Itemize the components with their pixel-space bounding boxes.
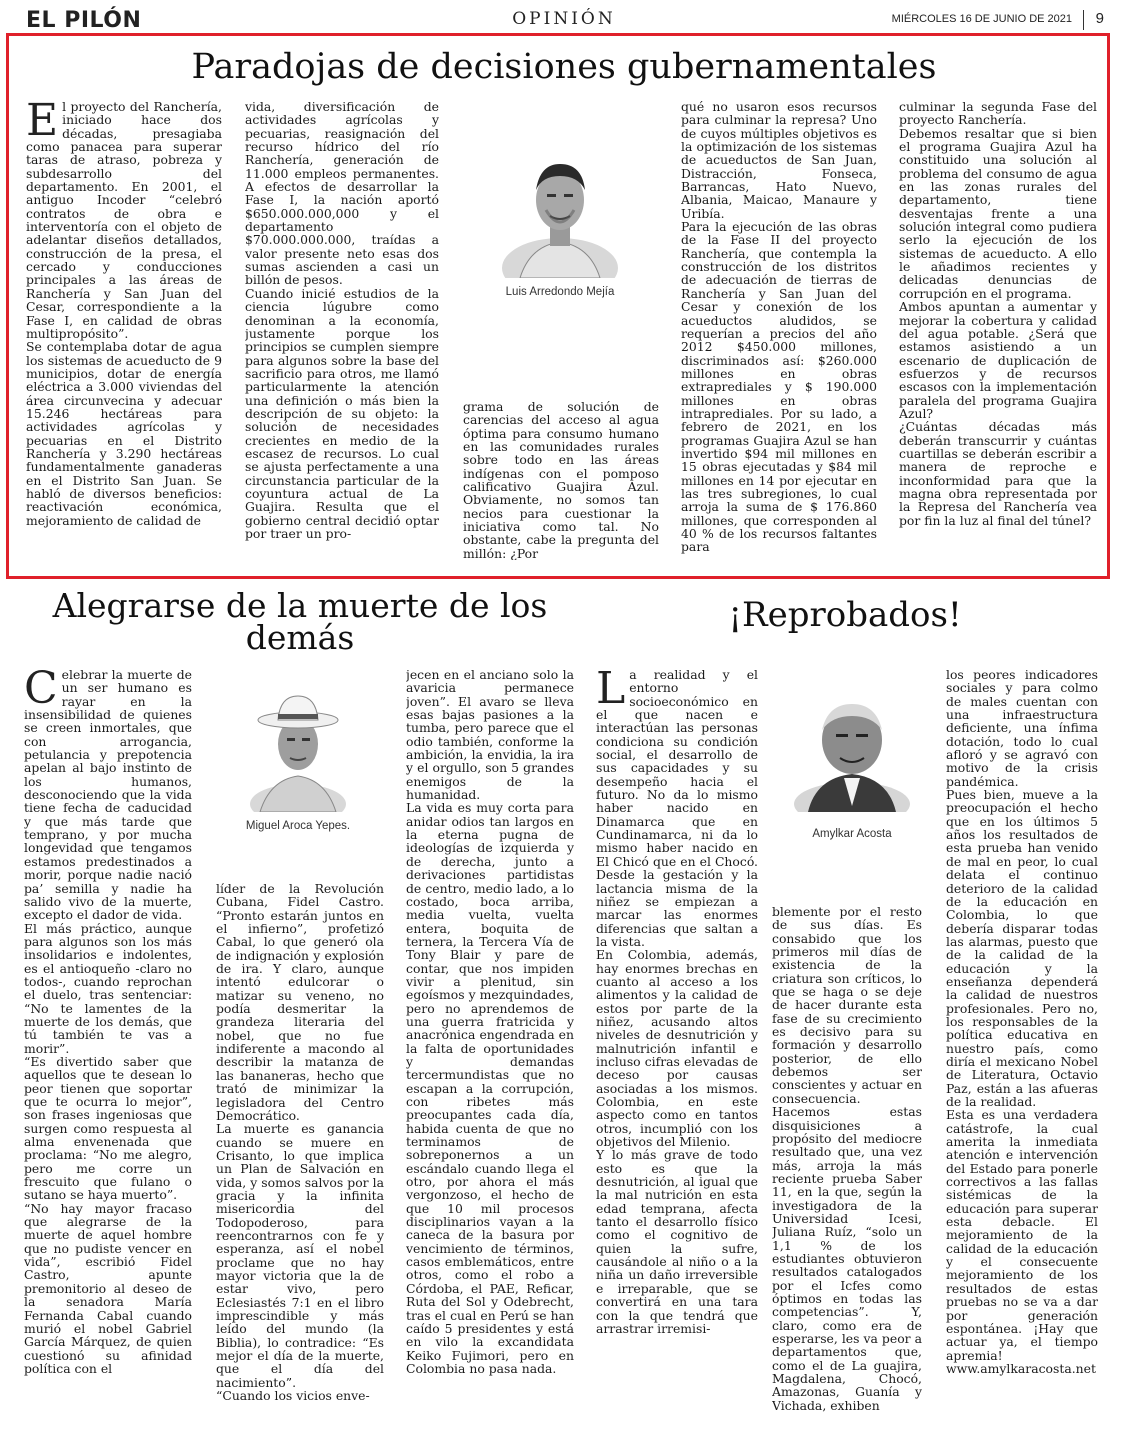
article2-col2: líder de la Revolución Cubana, Fidel Castro. “Pronto estarán juntos en el infierno”, profetizó Cabal, lo que generó ola de indignación y explosión de ira. Y claro, aunque intentó edulcorar o matizar su veneno, no podía desmeritar la grandeza literaria del nobel, que no fue indiferente a macondo al describir la matanza de las bananeras, hecho que trató de minimizar la legisladora del Centro Democrático. La muerte es ganancia cuando se muere en Crisanto, lo que implica un Plan de Salvación en vida, y somos salvos por la gracia y la infinita misericordia del Todopoderoso, para reencontrarnos con fe y esperanza, así el nobel proclame que no hay mayor victoria que la de estar vivo, pero Eclesiastés 7:1 en el libro imprescindible y más leído del mundo (la Biblia), lo contradice: “Es mejor el día de la muerte, que el día del nacimiento”. “Cuando los vicios enve- — [216, 882, 384, 1404]
article1-col1-text: l proyecto del Ranchería, iniciado hace dos décadas, presagiaba como panacea para superar taras de atraso, pobreza y subdesarrollo del departamento. En 2001, el antiguo Incoder “celebró contratos de obra e interventoría con el objeto de adelantar diseños detallados, construcción de la presa, el cercado y conducciones principales a las áreas de Ranchería y San Juan del Cesar, correspondiente a la Fase I, en calidad de obras multipropósito”. Se contemplaba dotar de agua los sistemas de acueducto de 9 municipios, dotar de energía eléctrica a 3.000 viviendas del área circunvecina y adecuar 15.246 hectáreas para actividades agrícolas y pecuarias en el Distrito Ranchería y 3.290 hectáreas fundamentalmente ganaderas en el Distrito San Juan. Se habló de diversos beneficios: reactivación económica, mejoramiento de calidad de — [26, 100, 222, 528]
article1-col5: culminar la segunda Fase del proyecto Ranchería. Debemos resaltar que si bien el programa Guajira Azul ha constituido una solución al problema del consumo de agua en las zonas rurales del departamento, tiene desventajas frente a una solución integral como pudiera serlo la ejecución de los sistemas de acueducto. A ello le añadimos recientes y delicadas denuncias de corrupción en el programa. Ambos apuntan a aumentar y mejorar la cobertura y calidad del agua potable. ¿Será que estamos asistiendo a un escenario de duplicación de esfuerzos y de recursos escasos con la implementación paralela del programa Guajira Azul? ¿Cuántas décadas más deberán transcurrir y cuántas cuartillas se deberán escribir a manera de reproche e inconformidad para que la magna obra representada por la Represa del Ranchería vea por fin la luz al final del túnel? — [899, 100, 1097, 528]
article1-col2: vida, diversificación de actividades agrícolas y pecuarias, reasignación del recurso hídrico del río Ranchería, generación de 11.000 empleos permanentes. A efectos de desarrollar la Fase I, la nación aportó $650.000.000,000 y el departamento $70.000.000.000, traídas a valor presente neto esas dos sumas ascienden a casi un billón de pesos. Cuando inicié estudios de la ciencia lúgubre como denominan a la economía, justamente porque los principios se cumplen siempre para algunos sobre la base del sacrificio para otros, me llamó particularmente la atención una definición o más bien la descripción de su objeto: la solución de necesidades crecientes en medio de la escasez de recursos. Lo cual se ajusta perfectamente a una circunstancia particular de la coyuntura actual de La Guajira. Resulta que el gobierno central decidió optar por traer un pro- — [245, 100, 439, 541]
author-photo-acosta — [792, 682, 912, 812]
masthead-logo: EL PILÓN — [26, 8, 142, 33]
article2-col1-text: elebrar la muerte de un ser humano es rayar en la insensibilidad de quienes se creen inmortales, que con arrogancia, petulancia y prepotencia apelan al bajo instinto de los humanos, desconociendo que la vida tiene fecha de caducidad y que más tarde que temprano, y por mucha longevidad que tengamos estamos predestinados a morir, porque nadie nació pa’ semilla y nadie ha salido vivo de la muerte, excepto el dador de vida. El más práctico, aunque para algunos son los más insolidarios e indolentes, es el antioqueño -claro no todos-, cuando reprochan el duelo, tras sentenciar: “No te lamentes de la muerte de los demás, que tú también te vas a morir”. “Es divertido saber que aquellos que te desean lo peor tienen que soportar que te ocurra lo mejor”, son frases ingeniosas que surgen como respuesta al alma envenenada que proclama: “No me alegro, pero me corre un frescuito que fulano o sutano se haya muerto”. “No hay mayor fracaso que alegrarse de la muerte de aquel hombre que no pudiste vencer en vida”, escribió Fidel Castro, apunte premonitorio al deseo de la senadora María Fernanda Cabal cuando murió el nobel Gabriel García Márquez, de quien cuestionó su afinidad política con el — [24, 668, 192, 1376]
author-caption-acosta: Amylkar Acosta — [812, 828, 892, 840]
article1-col3: grama de solución de carencias del acceso al agua óptima para consumo humano en las comunidades rurales sobre todo en las áreas indígenas con el pomposo calificativo Guajira Azul. Obviamente, no somos tan necios para cuestionar la iniciativa como tal. No obstante, cabe la pregunta del millón: ¿Por — [463, 400, 659, 560]
author-photo-aroca — [248, 682, 348, 812]
article2-title-line2: demás — [245, 618, 355, 657]
author-caption-aroca: Miguel Aroca Yepes. — [245, 820, 351, 832]
article3-title: ¡Reprobados! — [728, 595, 962, 635]
article1-title: Paradojas de decisiones gubernamentales — [191, 47, 937, 87]
page-number: 9 — [1095, 10, 1104, 27]
article3-col1 — [596, 668, 758, 1428]
article3-col2: blemente por el resto de sus días. Es consabido que los primeros mil días de existencia de la criatura son críticos, lo que se haga o se deje de hacer durante esta fase de su crecimiento es decisivo para su formación y desarrollo posterior, de ello debemos ser conscientes y actuar en consecuencia. Hacemos estas disquisiciones a propósito del mediocre resultado que, una vez más, arroja la más reciente prueba Saber 11, en la que, según la investigadora de la Universidad Icesi, Juliana Ruíz, “solo un 1,1 % de los estudiantes obtuvieron resultados catalogados por el Icfes como óptimos en todas las competencias”. Y, claro, como era de esperarse, les va peor a departamentos que, como el de La guajira, Magdalena, Chocó, Amazonas, Guanía y Vichada, exhiben — [772, 905, 922, 1413]
author-photo-arredondo — [500, 138, 620, 278]
article2-title-line1: Alegrarse de la muerte de los — [52, 586, 548, 625]
article2-dropcap: C — [24, 668, 58, 714]
article1-col4: qué no usaron esos recursos para culminar la represa? Uno de cuyos múltiples objetivos es la optimización de los sistemas de acueductos de San Juan, Distracción, Fonseca, Barrancas, Hato Nuevo, Albania, Maicao, Manaure y Uribía. Para la ejecución de las obras de la Fase II del proyecto Ranchería, que contempla la construcción de los distritos de adecuación de tierras de Ranchería y San Juan del Cesar y conexión de los acueductos aludidos, se requerían a precios del año 2012 $450.000 millones, discriminados así: $260.000 millones en obras extraprediales y $ 190.000 millones en obras intraprediales. Por su lado, a febrero de 2021, en los programas Guajira Azul se han invertido $94 mil millones en 15 obras ejecutadas y $84 mil millones en 14 por ejecutar en las tres subregiones, lo cual arroja la suma de $ 176.860 millones, que corresponden al 40 % de los recursos faltantes para — [681, 100, 877, 555]
author-caption-arredondo: Luis Arredondo Mejía — [505, 286, 615, 298]
article2-col3: jecen en el anciano solo la avaricia permanece joven”. El avaro se lleva esas bajas pasiones a la tumba, pero parece que el odio también, conforme la ambición, la envidia, la ira y el orgullo, son 5 grandes enemigos de la humanidad. La vida es muy corta para anidar odios tan largos en la eterna pugna de ideologías de izquierda y de derecha, junto a derivaciones partidistas de centro, medio lado, a lo costado, boca arriba, media vuelta, vuelta entera, boquita de ternera, la Tercera Vía de Tony Blair y pare de contar, que nos impiden vivir a plenitud, sin egoísmos y mezquindades, pero no aprendemos de una guerra fratricida y anacrónica engendrada en la falta de oportunidades y demandas tercermundistas que no escapan a la corrupción, con ribetes más preocupantes cada día, habida cuenta de que no terminamos de sobreponernos a un escándalo cuando llega el otro, por ahora el más vergonzoso, el hecho de que 10 mil procesos disciplinarios vayan a la caneca de la basura por vencimiento de términos, casos emblemáticos, entre otros, como el robo a Córdoba, el PAE, Reficar, Ruta del Sol y Odebrecht, tras el cual en Perú se han caído 5 presidentes y está en vilo la excandidata Keiko Fujimori, pero en Colombia no pasa nada. — [406, 668, 574, 1376]
article2-title — [30, 586, 570, 657]
header-divider — [1083, 10, 1084, 30]
article3-col3: los peores indicadores sociales y para colmo de males cuentan con una infraestructura deficiente, una ínfima dotación, todo lo cual afloró y se agravó con motivo de la crisis pandémica. Pues bien, mueve a la preocupación el hecho que en los últimos 5 años los resultados de esta prueba han venido de mal en peor, lo cual delata el continuo deterioro de la calidad de la educación en Colombia, lo que debería disparar todas las alarmas, puesto que de la calidad de la educación y la enseñanza dependerá la calidad de nuestros profesionales. Pero no, los responsables de la política educativa en nuestro país, como diría el mexicano Nobel de Literatura, Octavio Paz, están a las afueras de la realidad. Esta es una verdadera catástrofe, la cual amerita la inmediata atención e intervención del Estado para ponerle correctivos a las fallas sistémicas de la educación para superar esta debacle. El mejoramiento de la calidad de la educación y el consecuente mejoramiento de los resultados de estas pruebas no se va a dar por generación espontánea. ¡Hay que actuar ya, el tiempo apremia! www.amylkaracosta.net — [946, 668, 1098, 1376]
article2-col1 — [24, 668, 192, 1428]
section-title: OPINIÓN — [512, 9, 616, 29]
article3-col1-text: a realidad y el entorno socioeconómico en el que nacen e interactúan las personas condiciona su condición social, el desarrollo de sus capacidades y su desempeño hacia el futuro. No da lo mismo haber nacido en Dinamarca que en Cundinamarca, ni da lo mismo haber nacido en El Chicó que en el Chocó. Desde la gestación y la lactancia misma de la niñez se empiezan a marcar las enormes diferencias que saltan a la vista. En Colombia, además, hay enormes brechas en cuanto al acceso a los alimentos y la calidad de estos por parte de la niñez, acusando altos niveles de desnutrición y malnutrición infantil e incluso cifras elevadas de deceso por causas asociadas a los mismos. Colombia, en este aspecto como en tantos otros, incumplió con los objetivos del Milenio. Y lo más grave de todo esto es que la desnutrición, al igual que la mal nutrición en esta edad temprana, afecta tanto el desarrollo físico como el cognitivo de quien la sufre, causándole al niño o a la niña un daño irreversible e irreparable, que se convertirá en una tara con la que tendrá que arrastrar irremisi- — [596, 668, 758, 1336]
article1-dropcap: E — [26, 100, 59, 146]
article3-dropcap: L — [596, 668, 626, 714]
issue-date: MIÉRCOLES 16 DE JUNIO DE 2021 — [891, 13, 1072, 25]
article1-col1 — [26, 100, 222, 560]
